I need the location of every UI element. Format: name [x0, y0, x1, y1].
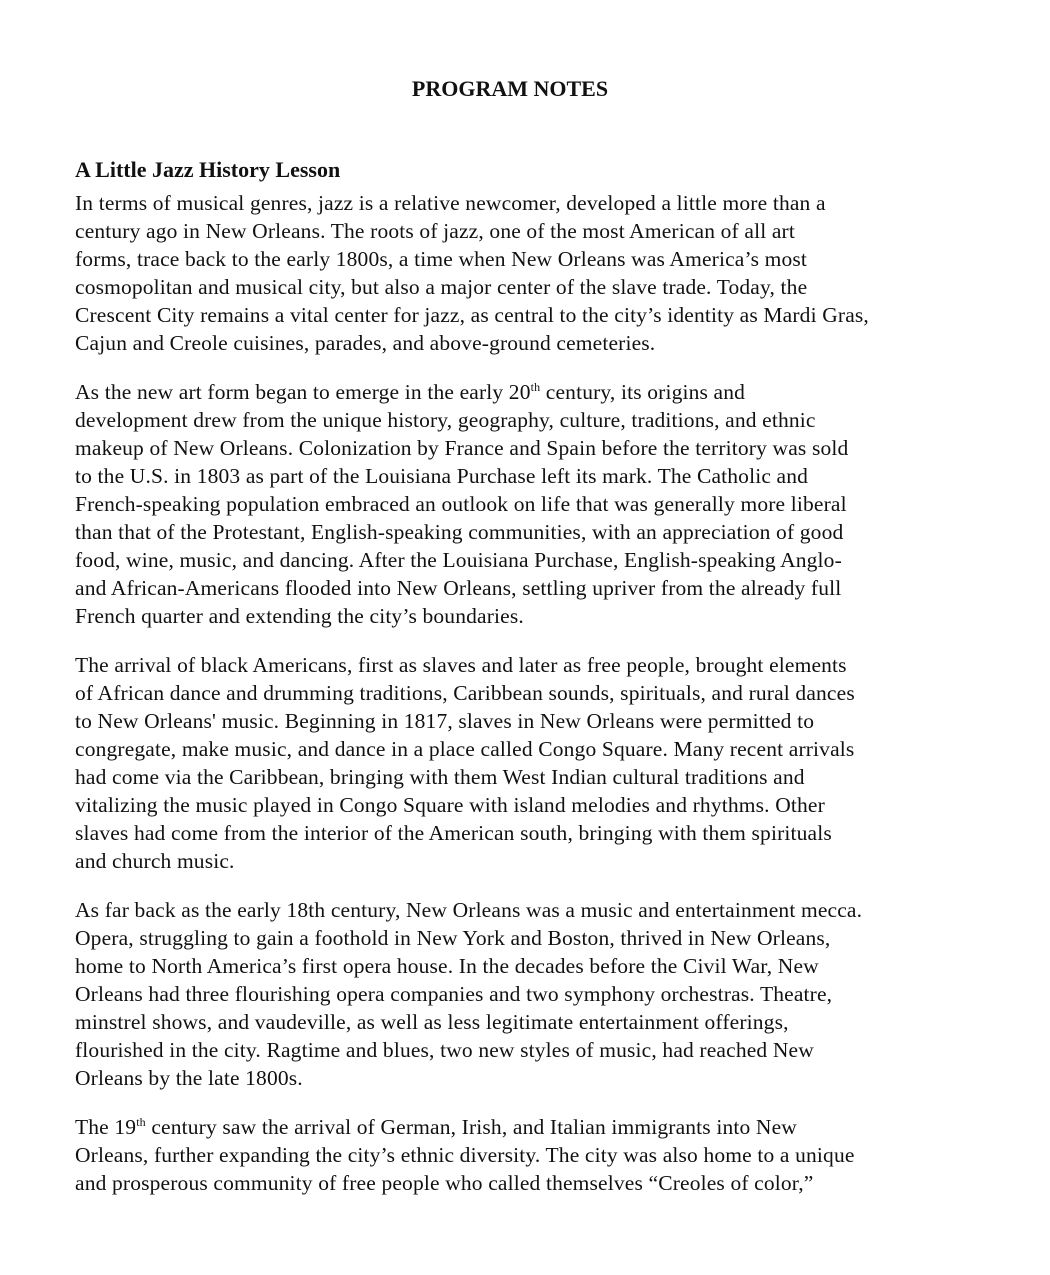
line-text: Orleans had three flourishing opera companies and two symphony orchestras. Theatre,: [75, 982, 833, 1006]
line-text: cosmopolitan and musical city, but also a major center of the slave trade. Today, the: [75, 275, 808, 299]
superscript: th: [530, 379, 541, 394]
text-line: [75, 1141, 975, 1169]
line-text: to the U.S. in 1803 as part of the Louisiana Purchase left its mark. The Catholic and: [75, 464, 809, 488]
line-text: had come via the Caribbean, bringing with them West Indian cultural traditions and: [75, 765, 805, 789]
text-line: [75, 1008, 975, 1036]
text-line: [75, 518, 975, 546]
line-text: Crescent City remains a vital center for jazz, as central to the city’s identity as Mardi Gras,: [75, 303, 869, 327]
paragraph: [75, 189, 975, 357]
paragraph: [75, 1113, 975, 1197]
line-text: Cajun and Creole cuisines, parades, and above-ground cemeteries.: [75, 331, 656, 355]
line-text: The 19: [75, 1115, 137, 1139]
line-text: Opera, struggling to gain a foothold in New York and Boston, thrived in New Orleans,: [75, 926, 831, 950]
text-line: [75, 679, 975, 707]
line-text: development drew from the unique history, geography, culture, traditions, and ethnic: [75, 408, 816, 432]
line-text: home to North America’s first opera house. In the decades before the Civil War, New: [75, 954, 819, 978]
paragraph: [75, 378, 975, 630]
line-text: Orleans, further expanding the city’s ethnic diversity. The city was also home to a unique: [75, 1143, 855, 1167]
section-heading: A Little Jazz History Lesson: [75, 157, 341, 182]
text-line: [75, 574, 975, 602]
line-text: As the new art form began to emerge in the early 20: [75, 380, 531, 404]
text-line: [75, 273, 975, 301]
line-text: French quarter and extending the city’s boundaries.: [75, 604, 524, 628]
line-text: vitalizing the music played in Congo Square with island melodies and rhythms. Other: [75, 793, 825, 817]
text-line: [75, 406, 975, 434]
line-text: minstrel shows, and vaudeville, as well as less legitimate entertainment offerings,: [75, 1010, 789, 1034]
line-text: In terms of musical genres, jazz is a relative newcomer, developed a little more than a: [75, 191, 826, 215]
line-text: century, its origins and: [540, 380, 746, 404]
paragraph: [75, 896, 975, 1092]
text-line: [75, 602, 975, 630]
text-line: [75, 847, 975, 875]
text-line: [75, 378, 975, 406]
line-text: to New Orleans' music. Beginning in 1817, slaves in New Orleans were permitted to: [75, 709, 815, 733]
superscript: th: [136, 1114, 146, 1129]
text-line: [75, 763, 975, 791]
line-text: As far back as the early 18th century, New Orleans was a music and entertainment mecca.: [75, 898, 863, 922]
text-line: [75, 1064, 975, 1092]
line-text: makeup of New Orleans. Colonization by France and Spain before the territory was sold: [75, 436, 849, 460]
text-line: [75, 301, 975, 329]
text-line: [75, 896, 975, 924]
line-text: forms, trace back to the early 1800s, a time when New Orleans was America’s most: [75, 247, 808, 271]
document-body: [75, 189, 975, 1218]
text-line: [75, 462, 975, 490]
text-line: [75, 980, 975, 1008]
text-line: [75, 819, 975, 847]
text-line: [75, 707, 975, 735]
text-line: [75, 189, 975, 217]
line-text: century saw the arrival of German, Irish, and Italian immigrants into New: [145, 1115, 797, 1139]
text-line: [75, 329, 975, 357]
text-line: [75, 1113, 975, 1141]
line-text: flourished in the city. Ragtime and blues, two new styles of music, had reached New: [75, 1038, 814, 1062]
line-text: of African dance and drumming traditions, Caribbean sounds, spirituals, and rural dances: [75, 681, 855, 705]
line-text: than that of the Protestant, English-speaking communities, with an appreciation of good: [75, 520, 844, 544]
text-line: [75, 924, 975, 952]
line-text: and African-Americans flooded into New Orleans, settling upriver from the already full: [75, 576, 842, 600]
text-line: [75, 952, 975, 980]
text-line: [75, 245, 975, 273]
paragraph: [75, 651, 975, 875]
text-line: [75, 490, 975, 518]
text-line: [75, 791, 975, 819]
text-line: [75, 434, 975, 462]
text-line: [75, 1169, 975, 1197]
line-text: century ago in New Orleans. The roots of jazz, one of the most American of all art: [75, 219, 795, 243]
line-text: food, wine, music, and dancing. After the Louisiana Purchase, English-speaking Anglo-: [75, 548, 842, 572]
line-text: and prosperous community of free people who called themselves “Creoles of color,”: [75, 1171, 814, 1195]
line-text: congregate, make music, and dance in a place called Congo Square. Many recent arrivals: [75, 737, 855, 761]
text-line: [75, 1036, 975, 1064]
line-text: French-speaking population embraced an outlook on life that was generally more liberal: [75, 492, 847, 516]
line-text: Orleans by the late 1800s.: [75, 1066, 303, 1090]
text-line: [75, 546, 975, 574]
text-line: [75, 735, 975, 763]
page-title: PROGRAM NOTES: [411, 76, 609, 101]
line-text: and church music.: [75, 849, 235, 873]
text-line: [75, 651, 975, 679]
line-text: slaves had come from the interior of the American south, bringing with them spirituals: [75, 821, 832, 845]
line-text: The arrival of black Americans, first as slaves and later as free people, brought elements: [75, 653, 847, 677]
text-line: [75, 217, 975, 245]
